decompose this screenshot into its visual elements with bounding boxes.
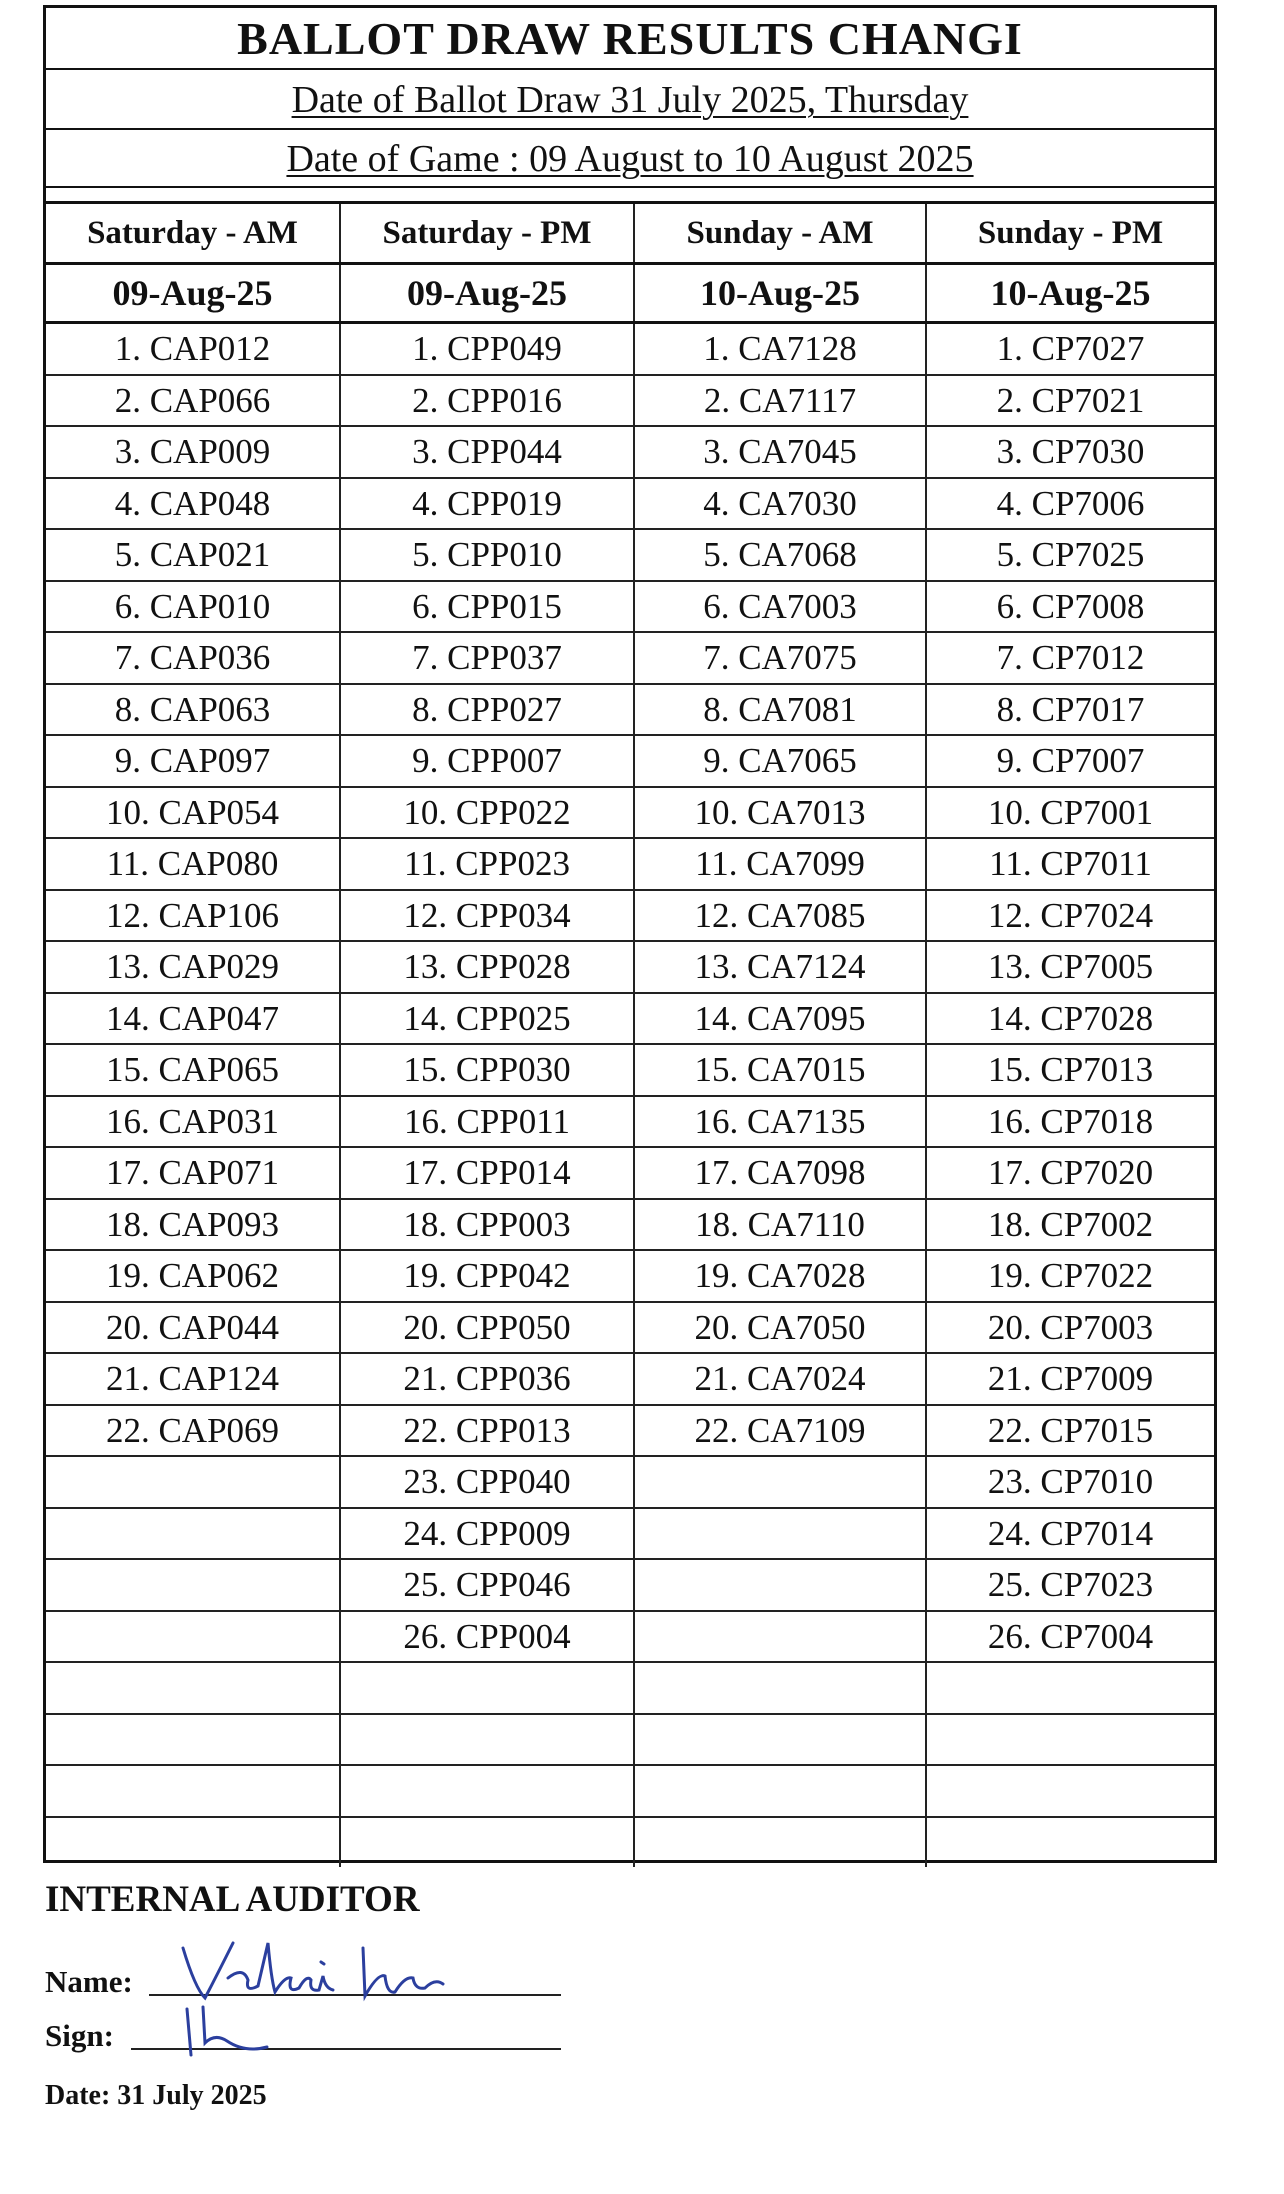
table-row [46, 1714, 1214, 1766]
table-row [46, 478, 1214, 530]
table-row [46, 1302, 1214, 1354]
date-header: 10-Aug-25 [926, 264, 1214, 323]
entry-cell: 18. CPP003 [340, 1199, 634, 1251]
entry-cell: 18. CP7002 [926, 1199, 1214, 1251]
page-title: BALLOT DRAW RESULTS CHANGI [237, 13, 1023, 64]
entry-cell: 7. CPP037 [340, 632, 634, 684]
entry-cell: 22. CA7109 [634, 1405, 926, 1457]
entry-cell: 16. CA7135 [634, 1096, 926, 1148]
entry-cell [340, 1714, 634, 1766]
entry-cell: 5. CP7025 [926, 529, 1214, 581]
entry-cell: 10. CPP022 [340, 787, 634, 839]
entry-cell: 20. CPP050 [340, 1302, 634, 1354]
entry-cell: 11. CA7099 [634, 838, 926, 890]
entry-cell: 14. CA7095 [634, 993, 926, 1045]
entry-cell [46, 1508, 340, 1560]
entry-cell: 26. CP7004 [926, 1611, 1214, 1663]
table-row [46, 1456, 1214, 1508]
entry-cell: 8. CP7017 [926, 684, 1214, 736]
table-row [46, 1199, 1214, 1251]
entry-cell: 15. CAP065 [46, 1044, 340, 1096]
table-row [46, 529, 1214, 581]
entry-cell: 6. CA7003 [634, 581, 926, 633]
table-row [46, 632, 1214, 684]
entry-cell: 9. CAP097 [46, 735, 340, 787]
entry-cell: 2. CP7021 [926, 375, 1214, 427]
entry-cell [46, 1817, 340, 1868]
entry-cell [926, 1662, 1214, 1714]
table-row [46, 993, 1214, 1045]
entry-cell: 4. CA7030 [634, 478, 926, 530]
day-header: Saturday - AM [46, 204, 340, 264]
table-row [46, 581, 1214, 633]
entry-cell: 2. CA7117 [634, 375, 926, 427]
entry-cell [634, 1662, 926, 1714]
entry-cell [46, 1559, 340, 1611]
table-row [46, 1508, 1214, 1560]
entry-cell: 11. CPP023 [340, 838, 634, 890]
entry-cell: 26. CPP004 [340, 1611, 634, 1663]
entry-cell: 14. CP7028 [926, 993, 1214, 1045]
entry-cell: 22. CP7015 [926, 1405, 1214, 1457]
table-row [46, 1250, 1214, 1302]
entry-cell: 5. CA7068 [634, 529, 926, 581]
entry-cell: 21. CA7024 [634, 1353, 926, 1405]
entry-cell: 23. CP7010 [926, 1456, 1214, 1508]
entry-cell [634, 1714, 926, 1766]
entry-cell: 17. CAP071 [46, 1147, 340, 1199]
entry-cell: 10. CAP054 [46, 787, 340, 839]
entry-cell: 13. CAP029 [46, 941, 340, 993]
entry-cell [634, 1765, 926, 1817]
entry-cell: 4. CAP048 [46, 478, 340, 530]
entry-cell: 12. CP7024 [926, 890, 1214, 942]
entry-cell: 16. CPP011 [340, 1096, 634, 1148]
entry-cell: 13. CPP028 [340, 941, 634, 993]
table-row [46, 1096, 1214, 1148]
entry-cell [46, 1456, 340, 1508]
draw-date-text: Date of Ballot Draw 31 July 2025, Thursday [291, 79, 969, 121]
date-header: 09-Aug-25 [340, 264, 634, 323]
entry-cell: 3. CP7030 [926, 426, 1214, 478]
date-header: 09-Aug-25 [46, 264, 340, 323]
entry-cell [926, 1765, 1214, 1817]
entry-cell: 12. CAP106 [46, 890, 340, 942]
entry-cell: 11. CAP080 [46, 838, 340, 890]
table-row [46, 684, 1214, 736]
entry-cell: 18. CA7110 [634, 1199, 926, 1251]
entry-cell [926, 1817, 1214, 1868]
entry-cell [46, 1765, 340, 1817]
entry-cell: 15. CP7013 [926, 1044, 1214, 1096]
entry-cell: 21. CP7009 [926, 1353, 1214, 1405]
ballot-results-sheet [43, 5, 1217, 1863]
table-row [46, 1044, 1214, 1096]
table-row [46, 941, 1214, 993]
table-row [46, 323, 1214, 375]
entry-cell: 10. CP7001 [926, 787, 1214, 839]
table-row [46, 1353, 1214, 1405]
entry-cell: 21. CPP036 [340, 1353, 634, 1405]
entry-cell: 19. CPP042 [340, 1250, 634, 1302]
entry-cell: 25. CPP046 [340, 1559, 634, 1611]
entry-cell [340, 1817, 634, 1868]
table-row [46, 838, 1214, 890]
entry-cell: 9. CPP007 [340, 735, 634, 787]
entry-cell: 5. CAP021 [46, 529, 340, 581]
entry-cell: 2. CPP016 [340, 375, 634, 427]
entry-cell: 16. CAP031 [46, 1096, 340, 1148]
entry-cell: 1. CAP012 [46, 323, 340, 375]
entry-cell [634, 1611, 926, 1663]
entry-cell [46, 1611, 340, 1663]
entry-cell: 24. CP7014 [926, 1508, 1214, 1560]
entry-cell: 9. CA7065 [634, 735, 926, 787]
table-row [46, 1662, 1214, 1714]
entry-cell: 1. CP7027 [926, 323, 1214, 375]
entry-cell [634, 1456, 926, 1508]
entry-cell: 23. CPP040 [340, 1456, 634, 1508]
table-row [46, 1147, 1214, 1199]
game-date-row [46, 130, 1214, 188]
internal-auditor-block [45, 1878, 605, 2111]
entry-cell [46, 1714, 340, 1766]
table-row [46, 1765, 1214, 1817]
results-body [46, 323, 1214, 1868]
sign-signature-handwriting [175, 2003, 305, 2063]
entry-cell [634, 1559, 926, 1611]
entry-cell: 17. CPP014 [340, 1147, 634, 1199]
name-signature-handwriting [173, 1918, 453, 2008]
entry-cell: 20. CA7050 [634, 1302, 926, 1354]
entry-cell: 22. CPP013 [340, 1405, 634, 1457]
entry-cell: 20. CP7003 [926, 1302, 1214, 1354]
entry-cell: 3. CAP009 [46, 426, 340, 478]
entry-cell: 17. CA7098 [634, 1147, 926, 1199]
entry-cell [634, 1508, 926, 1560]
entry-cell: 14. CPP025 [340, 993, 634, 1045]
entry-cell [634, 1817, 926, 1868]
entry-cell: 7. CP7012 [926, 632, 1214, 684]
entry-cell: 14. CAP047 [46, 993, 340, 1045]
entry-cell: 4. CP7006 [926, 478, 1214, 530]
table-row [46, 375, 1214, 427]
entry-cell: 3. CPP044 [340, 426, 634, 478]
entry-cell: 8. CA7081 [634, 684, 926, 736]
entry-cell: 15. CPP030 [340, 1044, 634, 1096]
header-spacer-row [46, 188, 1214, 204]
entry-cell: 12. CA7085 [634, 890, 926, 942]
audit-date: Date: 31 July 2025 [45, 2080, 267, 2111]
entry-cell: 7. CAP036 [46, 632, 340, 684]
entry-cell: 25. CP7023 [926, 1559, 1214, 1611]
entry-cell: 7. CA7075 [634, 632, 926, 684]
day-header: Sunday - AM [634, 204, 926, 264]
entry-cell: 13. CA7124 [634, 941, 926, 993]
day-header: Sunday - PM [926, 204, 1214, 264]
name-label: Name: [45, 1964, 133, 1999]
entry-cell: 6. CPP015 [340, 581, 634, 633]
table-row [46, 1559, 1214, 1611]
entry-cell: 6. CAP010 [46, 581, 340, 633]
table-row [46, 1611, 1214, 1663]
entry-cell: 11. CP7011 [926, 838, 1214, 890]
entry-cell: 8. CAP063 [46, 684, 340, 736]
entry-cell: 16. CP7018 [926, 1096, 1214, 1148]
entry-cell [46, 1662, 340, 1714]
entry-cell: 12. CPP034 [340, 890, 634, 942]
entry-cell: 13. CP7005 [926, 941, 1214, 993]
entry-cell [926, 1714, 1214, 1766]
entry-cell: 19. CP7022 [926, 1250, 1214, 1302]
day-header: Saturday - PM [340, 204, 634, 264]
entry-cell [340, 1662, 634, 1714]
date-header-row [46, 264, 1214, 323]
results-table [46, 204, 1214, 1867]
entry-cell: 3. CA7045 [634, 426, 926, 478]
entry-cell: 18. CAP093 [46, 1199, 340, 1251]
table-row [46, 1817, 1214, 1868]
date-header: 10-Aug-25 [634, 264, 926, 323]
entry-cell: 15. CA7015 [634, 1044, 926, 1096]
auditor-title: INTERNAL AUDITOR [45, 1879, 420, 1920]
entry-cell: 4. CPP019 [340, 478, 634, 530]
entry-cell: 17. CP7020 [926, 1147, 1214, 1199]
entry-cell: 6. CP7008 [926, 581, 1214, 633]
game-date-text: Date of Game : 09 August to 10 August 2025 [286, 138, 974, 180]
entry-cell: 10. CA7013 [634, 787, 926, 839]
table-row [46, 1405, 1214, 1457]
day-header-row [46, 204, 1214, 264]
entry-cell: 24. CPP009 [340, 1508, 634, 1560]
draw-date-row [46, 70, 1214, 130]
entry-cell: 2. CAP066 [46, 375, 340, 427]
table-row [46, 735, 1214, 787]
entry-cell: 1. CPP049 [340, 323, 634, 375]
entry-cell: 20. CAP044 [46, 1302, 340, 1354]
entry-cell: 1. CA7128 [634, 323, 926, 375]
entry-cell: 19. CA7028 [634, 1250, 926, 1302]
entry-cell: 21. CAP124 [46, 1353, 340, 1405]
sign-label: Sign: [45, 2018, 114, 2053]
title-row [46, 8, 1214, 70]
entry-cell: 22. CAP069 [46, 1405, 340, 1457]
table-row [46, 426, 1214, 478]
entry-cell: 8. CPP027 [340, 684, 634, 736]
entry-cell: 9. CP7007 [926, 735, 1214, 787]
entry-cell: 19. CAP062 [46, 1250, 340, 1302]
table-row [46, 890, 1214, 942]
entry-cell [340, 1765, 634, 1817]
table-row [46, 787, 1214, 839]
entry-cell: 5. CPP010 [340, 529, 634, 581]
